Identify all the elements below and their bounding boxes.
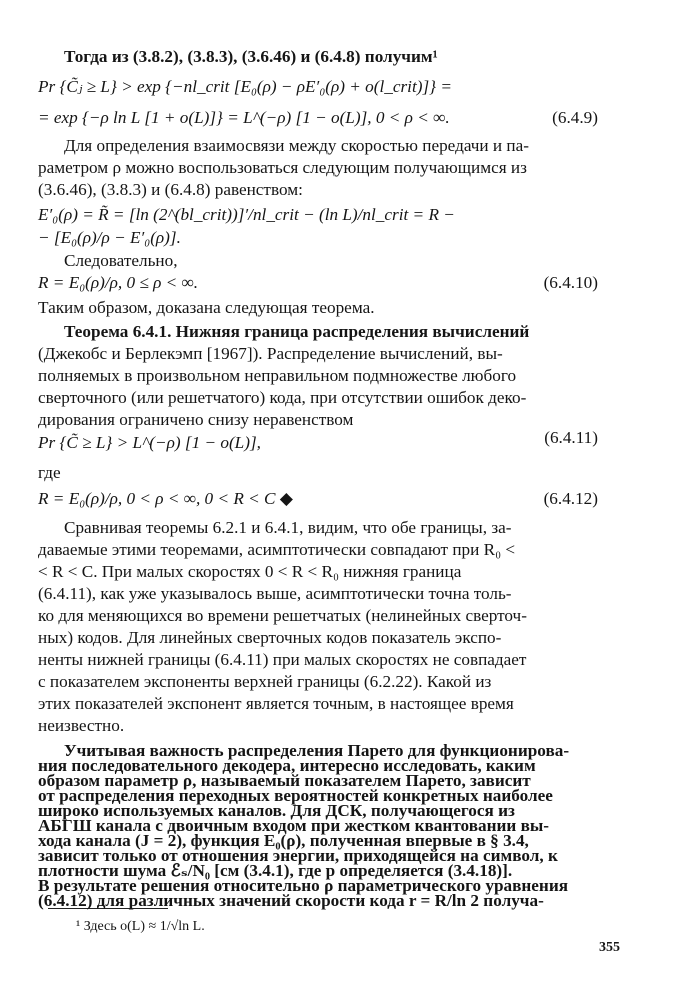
equation-6-4-9-line-1: Pr {C̃ⱼ ≥ L} > exp {−nl_crit [E₀(ρ) − ρE′₀(ρ) + o(l_crit)]} = — [38, 77, 452, 96]
paragraph-line: Для определения взаимосвязи между скоростью передачи и па- — [64, 136, 529, 155]
paragraph-line: образом параметр ρ, называемый показателем Парето, зависит — [38, 771, 531, 790]
theorem-line: полняемых в произвольном неправильном подмножестве любого — [38, 366, 517, 385]
paragraph-line: АБГШ канала с двоичным входом при жестком квантовании вы- — [38, 816, 550, 835]
where-text: где — [38, 463, 61, 482]
paragraph-line: с показателем экспоненты верхней границы (6.2.22). Какой из — [38, 672, 492, 691]
intro-text: Тогда из (3.8.2), (3.8.3), (3.6.46) и (6.4.8) получим¹ — [64, 47, 438, 66]
equation-number-6-4-10: (6.4.10) — [543, 273, 598, 292]
paragraph-line: широко используемых каналов. Для ДСК, получающегося из — [38, 801, 515, 820]
paragraph-line: хода канала (J = 2), функция E₀(ρ), полученная впервые в § 3.4, — [38, 831, 529, 850]
page-number: 355 — [599, 940, 620, 955]
paragraph-line: даваемые этими теоремами, асимптотически совпадают при R₀ < — [38, 540, 516, 559]
equation-6-4-11: Pr {C̃ ≥ L} > L^(−ρ) [1 − o(L)], — [38, 433, 261, 452]
paragraph-line: неизвестно. — [38, 716, 125, 735]
theorem-line: сверточного (или решетчатого) кода, при отсутствии ошибок деко- — [38, 388, 527, 407]
equation-6-4-10: R = E₀(ρ)/ρ, 0 ≤ ρ < ∞. — [38, 273, 199, 292]
paragraph-line: этих показателей экспонент является точным, в настоящее время — [38, 694, 514, 713]
paragraph-line: ко для меняющихся во времени решетчатых (нелинейных сверточ- — [38, 606, 527, 625]
paragraph-line: зависит только от отношения энергии, приходящейся на символ, к — [38, 846, 558, 865]
equation-6-4-12: R = E₀(ρ)/ρ, 0 < ρ < ∞, 0 < R < C ◆ — [38, 489, 294, 508]
paragraph-line: (3.6.46), (3.8.3) и (6.4.8) равенством: — [38, 180, 303, 199]
equation-E-line-2: − [E₀(ρ)/ρ − E′₀(ρ)]. — [38, 228, 181, 247]
paragraph-line: Сравнивая теоремы 6.2.1 и 6.4.1, видим, что обе границы, за- — [64, 518, 512, 537]
theorem-line: (Джекобс и Берлекэмп [1967]). Распределение вычислений, вы- — [38, 344, 503, 363]
paragraph-line: ненты нижней границы (6.4.11) при малых скоростях не совпадает — [38, 650, 527, 669]
paragraph-line: ных) кодов. Для линейных сверточных кодов показатель экспо- — [38, 628, 502, 647]
paragraph-line: В результате решения относительно ρ параметрического уравнения — [38, 876, 569, 895]
thus-text: Таким образом, доказана следующая теорема. — [38, 298, 375, 317]
theorem-line: дирования ограничено снизу неравенством — [38, 410, 354, 429]
paragraph-line: Учитывая важность распределения Парето для функционирова- — [64, 741, 570, 760]
equation-E-line-1: E′₀(ρ) = R̃ = [ln (2^(bl_crit))]′/nl_crit − (ln L)/nl_crit = R − — [38, 205, 455, 224]
paragraph-line: от распределения переходных вероятностей конкретных наиболее — [38, 786, 553, 805]
therefore-text: Следовательно, — [64, 251, 178, 270]
paragraph-line: раметром ρ можно воспользоваться следующим получающимся из — [38, 158, 527, 177]
paragraph-line: плотности шума ℰₛ/N₀ [см (3.4.1), где p определяется (3.4.18)]. — [38, 861, 513, 880]
paragraph-line: < R < C. При малых скоростях 0 < R < R₀ нижняя граница — [38, 562, 462, 581]
equation-6-4-9-line-2: = exp {−ρ ln L [1 + o(L)]} = L^(−ρ) [1 − o(L)], 0 < ρ < ∞. — [38, 108, 450, 127]
footnote: ¹ Здесь o(L) ≈ 1/√ln L. — [76, 919, 205, 934]
paragraph-line: (6.4.11), как уже указывалось выше, асимптотически точна толь- — [38, 584, 512, 603]
equation-number-6-4-12: (6.4.12) — [543, 489, 598, 508]
equation-number-6-4-9: (6.4.9) — [552, 108, 598, 127]
paragraph-line: ния последовательного декодера, интересно исследовать, каким — [38, 756, 536, 775]
equation-number-6-4-11: (6.4.11) — [544, 428, 598, 447]
paragraph-line: (6.4.12) для различных значений скорости кода r = R/ln 2 получа- — [38, 891, 544, 910]
theorem-title: Теорема 6.4.1. Нижняя граница распределения вычислений — [64, 322, 530, 341]
